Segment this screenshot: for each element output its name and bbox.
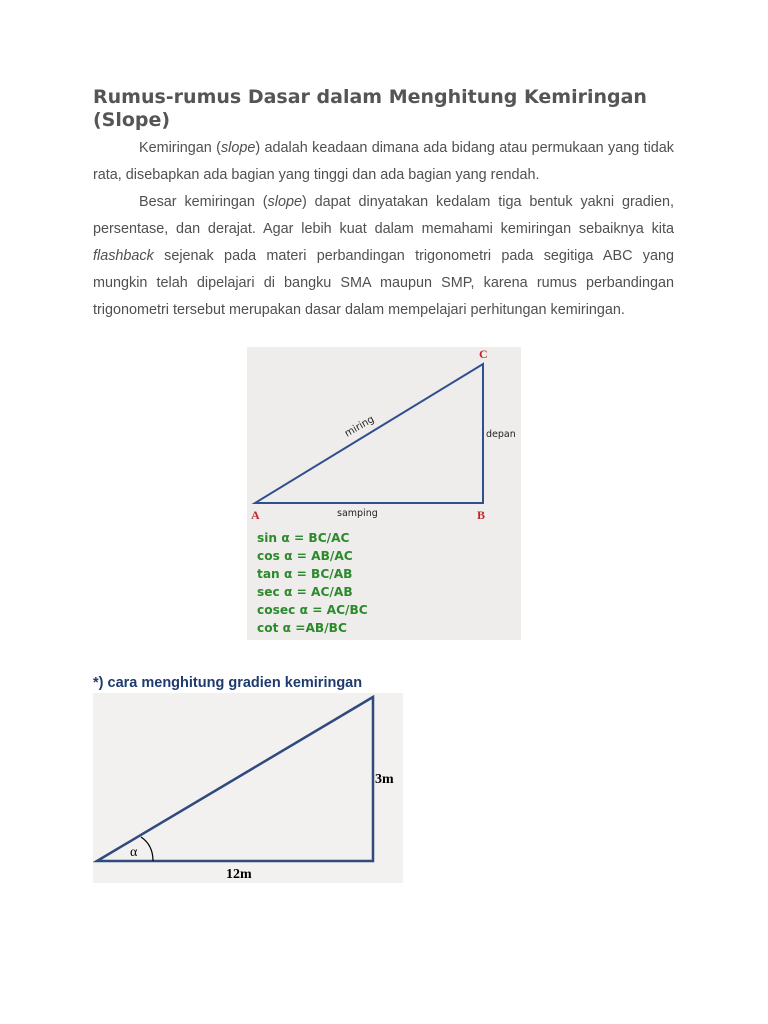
- vertex-a-label: A: [251, 508, 260, 522]
- slope-triangle-diagram: [93, 693, 403, 883]
- adjacent-label: samping: [337, 508, 378, 519]
- emphasis-text: flashback: [93, 248, 154, 264]
- angle-arc: [141, 837, 153, 861]
- paragraph-text: ) adalah keadaan dimana ada bidang atau permukaan yang tidak rata, disebapkan ada bagian yang tinggi dan ada bagian yang rendah.: [93, 140, 674, 183]
- formula-sin: sin α = BC/AC: [257, 531, 350, 545]
- paragraph-text: Besar kemiringan (: [139, 194, 268, 210]
- paragraph-text: sejenak pada materi perbandingan trigonometri pada segitiga ABC yang mungkin telah dipelajari di bangku SMA maupun SMP, karena rumus perbandingan trigonometri tersebut merupakan dasar dalam mempelajari perhitungan kemiringan.: [93, 248, 674, 318]
- section-heading: *) cara menghitung gradien kemiringan: [93, 675, 363, 691]
- height-label: 3m: [375, 772, 394, 787]
- opposite-label: depan: [486, 429, 516, 440]
- emphasis-text: slope: [267, 194, 302, 210]
- formula-cot: cot α =AB/BC: [257, 621, 347, 635]
- vertex-c-label: C: [479, 347, 488, 361]
- vertex-b-label: B: [477, 508, 486, 522]
- triangle-abc: [255, 364, 483, 503]
- formula-sec: sec α = AC/AB: [257, 585, 353, 599]
- hypotenuse-label: miring: [343, 414, 377, 440]
- angle-label: α: [130, 845, 138, 860]
- paragraph-definition: [93, 135, 674, 189]
- formula-cosec: cosec α = AC/BC: [257, 603, 368, 617]
- gradient-figure: [93, 693, 403, 883]
- formula-cos: cos α = AB/AC: [257, 549, 353, 563]
- base-label: 12m: [226, 867, 252, 882]
- trigonometry-figure: [247, 347, 521, 640]
- formula-tan: tan α = BC/AB: [257, 567, 353, 581]
- trig-formula-list: [257, 529, 368, 637]
- page-title: Rumus-rumus Dasar dalam Menghitung Kemiringan (Slope): [93, 86, 647, 131]
- slope-triangle: [97, 697, 373, 861]
- paragraph-text: Kemiringan (: [139, 140, 221, 156]
- emphasis-text: slope: [220, 140, 256, 156]
- paragraph-forms: [93, 189, 674, 324]
- paragraph-text: ) dapat dinyatakan kedalam tiga bentuk yakni gradien, persentase, dan derajat. Agar lebih kuat dalam memahami kemiringan sebaiknya kita: [93, 194, 674, 237]
